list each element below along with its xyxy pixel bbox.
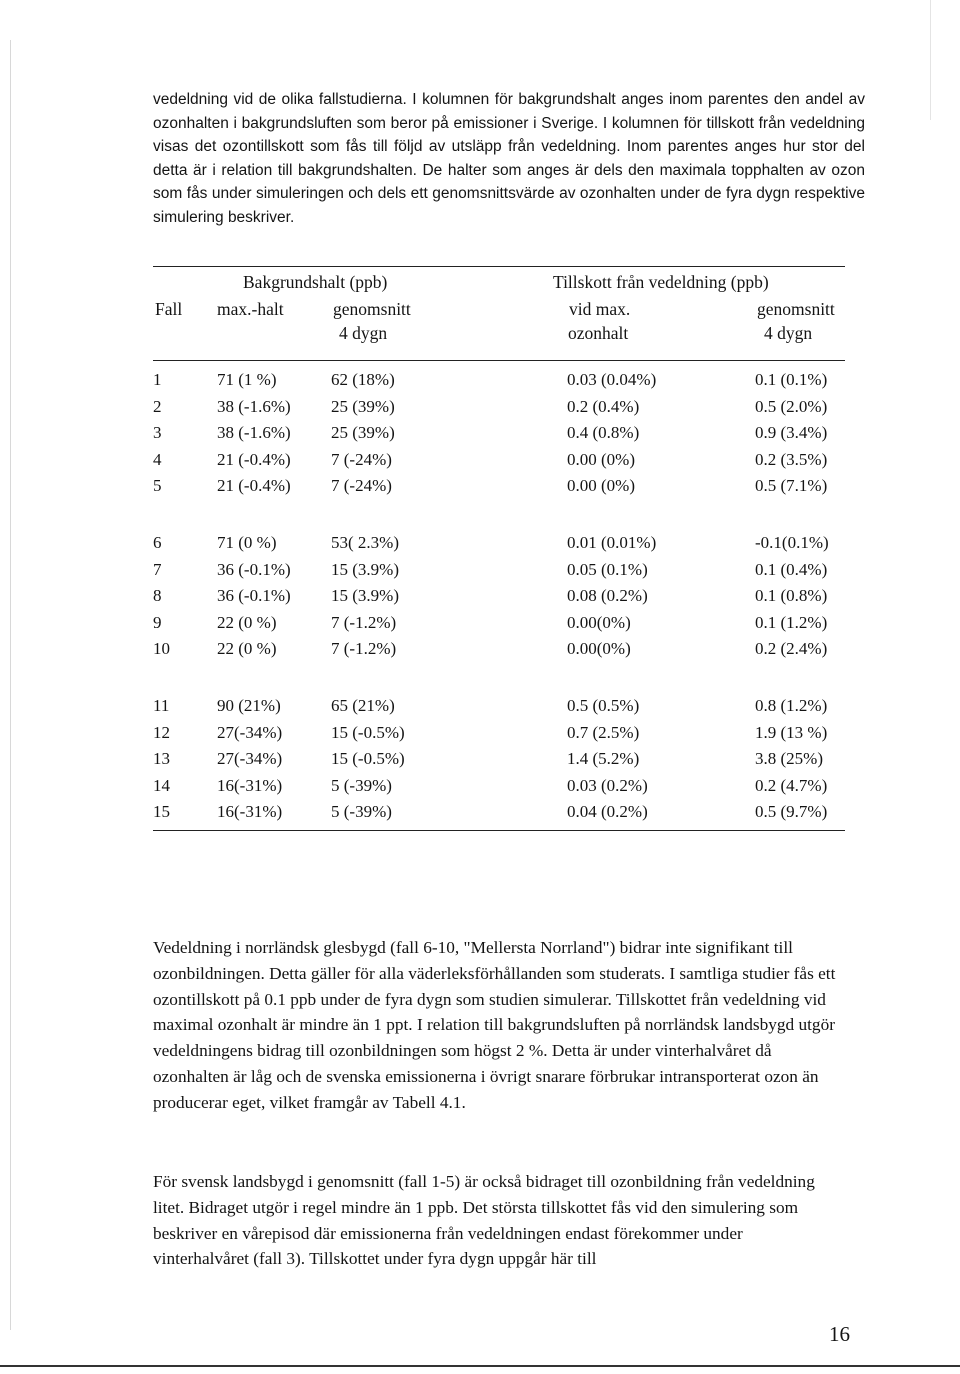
- cell-avg2: 0.9 (3.4%): [755, 423, 828, 442]
- header-ozonhalt: ozonhalt: [568, 323, 629, 343]
- cell-fall: 14: [153, 775, 170, 795]
- cell-max: 21 (-0.4%): [217, 476, 291, 495]
- cell-fall: 11: [153, 696, 170, 715]
- cell-max: 71 (0 %): [217, 533, 277, 552]
- cell-avg: 25 (39%): [331, 423, 395, 442]
- cell-fall: 13: [153, 749, 170, 768]
- group-gap: [153, 503, 853, 534]
- table-top-rule: [153, 266, 845, 267]
- cell-avg: 53( 2.3%): [331, 533, 399, 552]
- cell-fall: 3: [153, 423, 162, 442]
- cell-avg: 62 (18%): [331, 370, 395, 389]
- scan-edge-left: [10, 40, 11, 1330]
- page-bottom-rule: [0, 1365, 960, 1367]
- cell-vid-max: 1.4 (5.2%): [567, 749, 640, 768]
- cell-fall: 10: [153, 639, 170, 658]
- cell-max: 27(-34%): [217, 749, 283, 768]
- cell-vid-max: 0.01 (0.01%): [567, 533, 657, 552]
- cell-avg2: 0.8 (1.2%): [755, 696, 828, 715]
- cell-avg2: 0.5 (9.7%): [755, 802, 828, 821]
- table-row: [153, 370, 853, 397]
- cell-vid-max: 0.00 (0%): [567, 449, 635, 469]
- group-gap: [153, 666, 853, 697]
- header-genomsnitt: genomsnitt: [333, 299, 411, 319]
- table-row: [153, 423, 853, 450]
- cell-max: 38 (-1.6%): [217, 423, 291, 442]
- cell-vid-max: 0.00(0%): [567, 612, 631, 632]
- table-row: [153, 723, 853, 750]
- cell-avg: 5 (-39%): [331, 775, 392, 795]
- cell-avg2: 0.5 (7.1%): [755, 476, 828, 495]
- cell-avg: 25 (39%): [331, 396, 395, 416]
- cell-vid-max: 0.5 (0.5%): [567, 696, 640, 715]
- cell-avg: 5 (-39%): [331, 802, 392, 821]
- cell-max: 22 (0 %): [217, 612, 277, 632]
- cell-vid-max: 0.2 (0.4%): [567, 396, 640, 416]
- cell-vid-max: 0.03 (0.04%): [567, 370, 657, 389]
- table-row: [153, 613, 853, 640]
- header-tillskott: Tillskott från vedeldning (ppb): [553, 272, 769, 292]
- cell-avg2: 0.1 (0.4%): [755, 559, 828, 579]
- cell-max: 36 (-0.1%): [217, 586, 291, 605]
- cell-vid-max: 0.7 (2.5%): [567, 722, 640, 742]
- cell-avg: 7 (-24%): [331, 449, 392, 469]
- cell-max: 27(-34%): [217, 722, 283, 742]
- cell-avg2: 1.9 (13 %): [755, 722, 828, 742]
- body-paragraph-1: [153, 935, 843, 1116]
- cell-max: 16(-31%): [217, 775, 283, 795]
- cell-fall: 8: [153, 586, 162, 605]
- cell-fall: 15: [153, 802, 170, 821]
- table-row: [153, 397, 853, 424]
- table-row: [153, 696, 853, 723]
- cell-avg: 15 (3.9%): [331, 559, 399, 579]
- cell-max: 21 (-0.4%): [217, 449, 291, 469]
- cell-avg2: 0.1 (0.8%): [755, 586, 828, 605]
- table-row: [153, 802, 853, 829]
- cell-max: 16(-31%): [217, 802, 283, 821]
- cell-max: 38 (-1.6%): [217, 396, 291, 416]
- cell-vid-max: 0.03 (0.2%): [567, 775, 648, 795]
- body-paragraph-2-text: För svensk landsbygd i genomsnitt (fall 1-5) är också bidraget till ozonbildning från vedeldning litet. Bidraget utgör i regel mindre än 1 ppb. Det största tillskottet fås vid den simulering som beskriver en vårepisod där emissionerna från vedeldningen endast förekommer under vinterhalvåret (fall 3). Tillskottet under fyra dygn uppgår här till: [153, 1172, 815, 1269]
- header-4-dygn-2: 4 dygn: [764, 323, 813, 343]
- cell-avg: 7 (-1.2%): [331, 639, 397, 658]
- cell-max: 90 (21%): [217, 696, 281, 715]
- table-row: [153, 533, 853, 560]
- scan-edge-top: [930, 0, 931, 120]
- cell-fall: 9: [153, 612, 162, 632]
- cell-vid-max: 0.4 (0.8%): [567, 423, 640, 442]
- cell-fall: 7: [153, 559, 162, 579]
- header-4-dygn: 4 dygn: [339, 323, 388, 343]
- cell-vid-max: 0.00(0%): [567, 639, 631, 658]
- cell-avg: 65 (21%): [331, 696, 395, 715]
- table-bottom-rule: [153, 830, 845, 831]
- cell-avg2: 0.1 (0.1%): [755, 370, 828, 389]
- cell-avg2: -0.1(0.1%): [755, 533, 829, 552]
- table-row: [153, 560, 853, 587]
- cell-fall: 12: [153, 722, 170, 742]
- intro-paragraph: [153, 88, 865, 230]
- header-genomsnitt-2: genomsnitt: [757, 299, 835, 319]
- body-paragraph-1-text: Vedeldning i norrländsk glesbygd (fall 6-10, "Mellersta Norrland") bidrar inte signifikant till ozonbildningen. Detta gäller för alla väderleksförhållanden som studerats. I samtliga studier fås ett ozontillskott på 0.1 ppb under de fyra dygn som studien simulerar. Tillskottet från vedeldning vid maximal ozonhalt är mindre än 1 ppt. I relation till bakgrundsluften på norrländsk landsbygd utgör vedeldningens bidrag till ozonbildningen som högst 2 %. Detta är under vinterhalvåret då ozonhalten är låg och de svenska emissionerna i övrigt snarare förbrukar intransporterat ozon än producerar eget, vilket framgår av Tabell 4.1.: [153, 938, 836, 1112]
- cell-max: 36 (-0.1%): [217, 559, 291, 579]
- cell-fall: 5: [153, 476, 162, 495]
- header-bottom-rule: [153, 360, 845, 361]
- table-body: [153, 370, 853, 829]
- cell-fall: 6: [153, 533, 162, 552]
- page-number: 16: [829, 1322, 850, 1346]
- cell-avg: 7 (-24%): [331, 476, 392, 495]
- cell-fall: 2: [153, 396, 162, 416]
- cell-avg: 15 (-0.5%): [331, 722, 405, 742]
- table-row: [153, 639, 853, 666]
- cell-avg2: 0.2 (3.5%): [755, 449, 828, 469]
- header-max-halt: max.-halt: [217, 299, 284, 319]
- table-row: [153, 586, 853, 613]
- cell-max: 22 (0 %): [217, 639, 277, 658]
- intro-text: vedeldning vid de olika fallstudierna. I kolumnen för bakgrundshalt anges inom parentes den andel av ozonhalten i bakgrundsluften som beror på emissioner i Sverige. I kolumnen för tillskott från vedeldning visas det ozontillskott som fås till följd av utsläpp från vedeldning. Inom parentes anges hur stor del detta är i relation till bakgrundshalten. De halter som anges är dels den maximala topphalten av ozon som fås under simuleringen och dels ett genomsnittsvärde av ozonhalten under de fyra dygn respektive simulering beskriver.: [153, 91, 865, 226]
- table-row: [153, 450, 853, 477]
- header-bakgrundshalt: Bakgrundshalt (ppb): [243, 272, 388, 292]
- header-fall: Fall: [155, 299, 183, 319]
- cell-vid-max: 0.00 (0%): [567, 476, 635, 495]
- table-row: [153, 776, 853, 803]
- cell-max: 71 (1 %): [217, 370, 277, 389]
- cell-fall: 4: [153, 449, 162, 469]
- cell-avg2: 0.2 (4.7%): [755, 775, 828, 795]
- cell-avg: 15 (-0.5%): [331, 749, 405, 768]
- cell-avg2: 0.1 (1.2%): [755, 612, 828, 632]
- cell-avg: 7 (-1.2%): [331, 612, 397, 632]
- table-row: [153, 476, 853, 503]
- cell-avg2: 3.8 (25%): [755, 749, 823, 768]
- cell-vid-max: 0.05 (0.1%): [567, 559, 648, 579]
- cell-avg: 15 (3.9%): [331, 586, 399, 605]
- table-row: [153, 749, 853, 776]
- cell-avg2: 0.2 (2.4%): [755, 639, 828, 658]
- cell-vid-max: 0.04 (0.2%): [567, 802, 648, 821]
- body-paragraph-2: [153, 1169, 843, 1272]
- header-vid-max: vid max.: [569, 299, 631, 319]
- cell-vid-max: 0.08 (0.2%): [567, 586, 648, 605]
- cell-fall: 1: [153, 370, 162, 389]
- cell-avg2: 0.5 (2.0%): [755, 396, 828, 416]
